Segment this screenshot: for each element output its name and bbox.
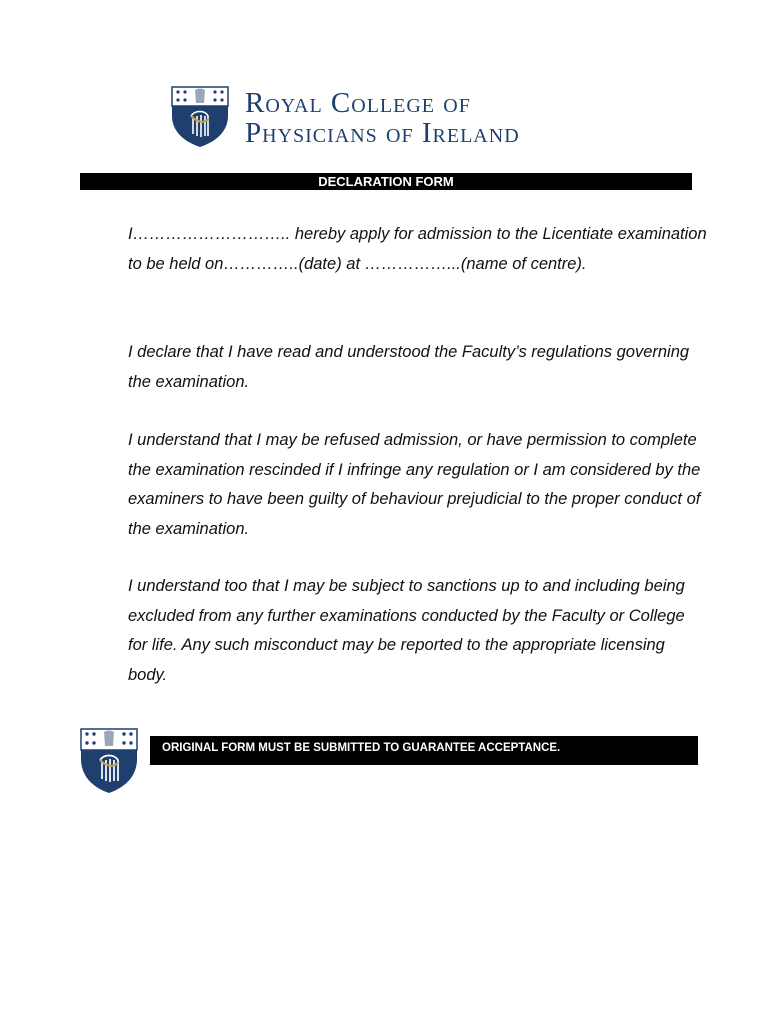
submission-notice: ORIGINAL FORM MUST BE SUBMITTED TO GUARANTEE ACCEPTANCE. <box>150 736 698 765</box>
college-crest-small-icon <box>79 727 139 795</box>
college-name-line2: Physicians of Ireland <box>245 117 520 149</box>
declaration-paragraph-2: I declare that I have read and understood the Faculty’s regulations governing the examination. <box>128 343 690 391</box>
college-name <box>245 88 520 148</box>
declaration-paragraph-1: I……………………….. hereby apply for admission to the Licentiate examination to be held on…………..(date) at ……………...(name of centre). <box>128 225 707 273</box>
college-logo <box>171 86 611 148</box>
college-name-line1: Royal College of <box>245 87 471 119</box>
college-crest-icon <box>171 86 229 148</box>
declaration-paragraph-4: I understand too that I may be subject to sanctions up to and including being excluded from any further examinations conducted by the Faculty or College for life. Any such misconduct may be reported to the appropriate licensing body. <box>128 577 685 684</box>
declaration-paragraph-3: I understand that I may be refused admission, or have permission to complete the examination rescinded if I infringe any regulation or I am considered by the examiners to have been guilty of behaviour prejudicial to the proper conduct of the examination. <box>128 431 701 538</box>
form-title: DECLARATION FORM <box>80 173 692 190</box>
